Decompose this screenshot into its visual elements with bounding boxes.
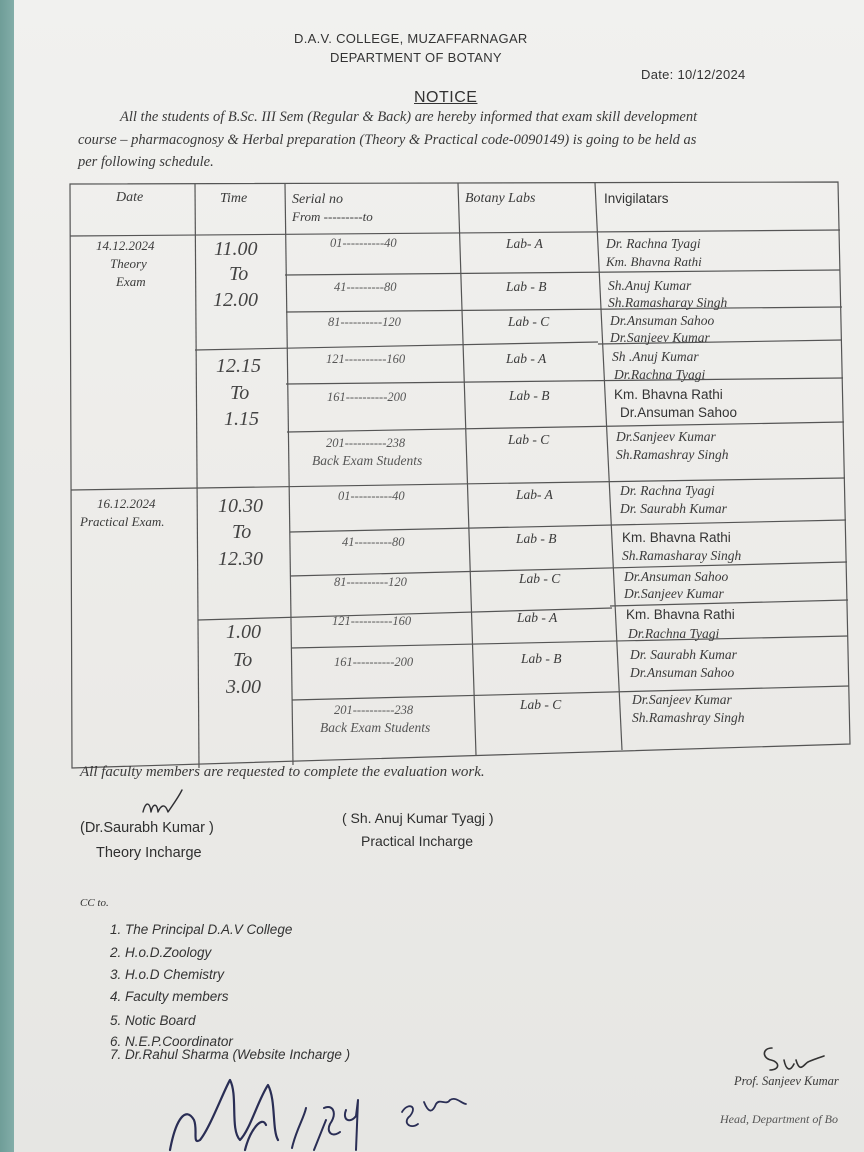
list-item: 5. Notic Board: [110, 1013, 196, 1028]
lab-name: Lab - C: [508, 314, 550, 329]
cc-label: CC to.: [80, 897, 109, 909]
invigilator-2: Sh.Ramashray Singh: [632, 710, 745, 725]
serial-range: 121----------160: [326, 352, 406, 366]
row-note: Back Exam Students: [320, 720, 431, 735]
practical-slot1-start: 10.30: [218, 495, 263, 517]
invigilator-1: Dr.Ansuman Sahoo: [610, 313, 715, 328]
invigilator-2: Dr.Sanjeev Kumar: [624, 586, 724, 601]
head-title: Head, Department of Bo: [720, 1112, 838, 1126]
lab-name: Lab - B: [516, 531, 557, 546]
col-header-labs: Botany Labs: [465, 191, 536, 206]
lab-name: Lab - B: [521, 651, 562, 666]
practical-slot1-to: To: [232, 521, 252, 543]
practical-slot2-start: 1.00: [226, 621, 261, 643]
invigilator-1: Km. Bhavna Rathi: [622, 530, 731, 545]
row-note: Back Exam Students: [312, 453, 423, 468]
lab-name: Lab - C: [519, 571, 561, 586]
list-item: 1. The Principal D.A.V College: [110, 922, 293, 937]
lab-name: Lab - C: [508, 432, 550, 447]
evaluation-request: All faculty members are requested to complete the evaluation work.: [80, 764, 485, 780]
practical-type: Practical Exam.: [80, 514, 165, 529]
invigilator-1: Dr. Saurabh Kumar: [630, 647, 737, 662]
theory-incharge-signature: [143, 790, 182, 812]
time-scribble: [402, 1099, 466, 1126]
col-header-date: Date: [116, 190, 144, 205]
receipt-scribble: [170, 1080, 278, 1150]
theory-slot1-to: To: [229, 263, 249, 285]
invigilator-1: Km. Bhavna Rathi: [614, 387, 723, 402]
theory-incharge-name: (Dr.Saurabh Kumar ): [80, 820, 214, 836]
serial-range: 41---------80: [334, 280, 397, 294]
invigilator-1: Dr.Ansuman Sahoo: [624, 569, 729, 584]
invigilator-2: Sh.Ramashray Singh: [616, 447, 729, 462]
list-item: 7. Dr.Rahul Sharma (Website Incharge ): [110, 1047, 351, 1062]
invigilator-2: Dr.Ansuman Sahoo: [630, 665, 735, 680]
serial-range: 201----------238: [334, 703, 414, 717]
theory-date: 14.12.2024: [96, 238, 155, 253]
serial-range: 161----------200: [334, 655, 414, 669]
theory-slot2-start: 12.15: [216, 355, 261, 377]
lab-name: Lab - B: [509, 388, 550, 403]
notice-title: NOTICE: [414, 89, 478, 106]
practical-incharge-role: Practical Incharge: [361, 833, 474, 849]
serial-range: 01----------40: [338, 489, 405, 503]
lab-name: Lab - A: [506, 351, 547, 366]
serial-range: 121----------160: [332, 614, 412, 628]
invigilator-2: Sh.Ramasharay Singh: [608, 295, 728, 310]
col-header-time: Time: [220, 191, 248, 206]
practical-slot2-end: 3.00: [226, 676, 261, 698]
lab-name: Lab - A: [517, 610, 558, 625]
head-name: Prof. Sanjeev Kumar: [734, 1074, 839, 1088]
practical-date: 16.12.2024: [97, 496, 156, 511]
lab-name: Lab- A: [506, 236, 543, 251]
invigilator-1: Sh .Anuj Kumar: [612, 349, 699, 364]
col-header-serial: Serial no: [292, 192, 343, 207]
invigilator-1: Dr.Sanjeev Kumar: [616, 429, 716, 444]
invigilator-2: Dr.Ansuman Sahoo: [620, 405, 738, 420]
serial-range: 01----------40: [330, 236, 397, 250]
theory-slot2-end: 1.15: [224, 408, 259, 430]
serial-range: 41---------80: [342, 535, 405, 549]
head-signature: [764, 1048, 824, 1070]
col-header-serial-sub: From ---------to: [292, 209, 373, 224]
invigilator-1: Sh.Anuj Kumar: [608, 278, 692, 293]
invigilator-1: Dr.Sanjeev Kumar: [632, 692, 732, 707]
lab-name: Lab - C: [520, 697, 562, 712]
notice-date: Date: 10/12/2024: [641, 67, 746, 82]
theory-type-2: Exam: [116, 274, 146, 289]
invigilator-2: Dr.Sanjeev Kumar: [610, 330, 710, 345]
invigilator-2: Km. Bhavna Rathi: [606, 254, 702, 269]
invigilator-2: Sh.Ramasharay Singh: [622, 548, 742, 563]
theory-slot1-end: 12.00: [213, 289, 258, 311]
invigilator-2: Dr.Rachna Tyagi: [614, 367, 706, 382]
notice-line-3: per following schedule.: [78, 154, 214, 170]
invigilator-1: Dr. Rachna Tyagi: [606, 236, 701, 251]
list-item: 2. H.o.D.Zoology: [110, 945, 212, 960]
serial-range: 201----------238: [326, 436, 406, 450]
date-scribble: [292, 1100, 358, 1150]
list-item: 6. N.E.P.Coordinator: [110, 1034, 233, 1049]
department-name: DEPARTMENT OF BOTANY: [330, 50, 502, 65]
invigilator-1: Km. Bhavna Rathi: [626, 607, 735, 622]
practical-slot2-to: To: [233, 649, 253, 671]
notice-line-2: course – pharmacognosy & Herbal preparation (Theory & Practical code-0090149) is going to be held as: [78, 132, 697, 148]
invigilator-2: Dr.Rachna Tyagi: [628, 626, 720, 641]
list-item: 3. H.o.D Chemistry: [110, 967, 225, 982]
theory-slot2-to: To: [230, 382, 250, 404]
invigilator-1: Dr. Rachna Tyagi: [620, 483, 715, 498]
notice-line-1: All the students of B.Sc. III Sem (Regular & Back) are hereby informed that exam skill development: [120, 109, 698, 125]
theory-slot1-start: 11.00: [214, 238, 258, 260]
serial-range: 81----------120: [334, 575, 407, 589]
col-header-invigilators: Invigilatars: [604, 191, 669, 206]
college-name: D.A.V. COLLEGE, MUZAFFARNAGAR: [294, 31, 528, 46]
theory-incharge-role: Theory Incharge: [96, 845, 202, 861]
lab-name: Lab- A: [516, 487, 553, 502]
theory-type: Theory: [110, 256, 147, 271]
serial-range: 161----------200: [327, 390, 407, 404]
practical-slot1-end: 12.30: [218, 548, 263, 570]
invigilator-2: Dr. Saurabh Kumar: [620, 501, 727, 516]
practical-incharge-name: ( Sh. Anuj Kumar Tyagj ): [342, 810, 494, 826]
list-item: 4. Faculty members: [110, 989, 229, 1004]
lab-name: Lab - B: [506, 279, 547, 294]
serial-range: 81----------120: [328, 315, 401, 329]
